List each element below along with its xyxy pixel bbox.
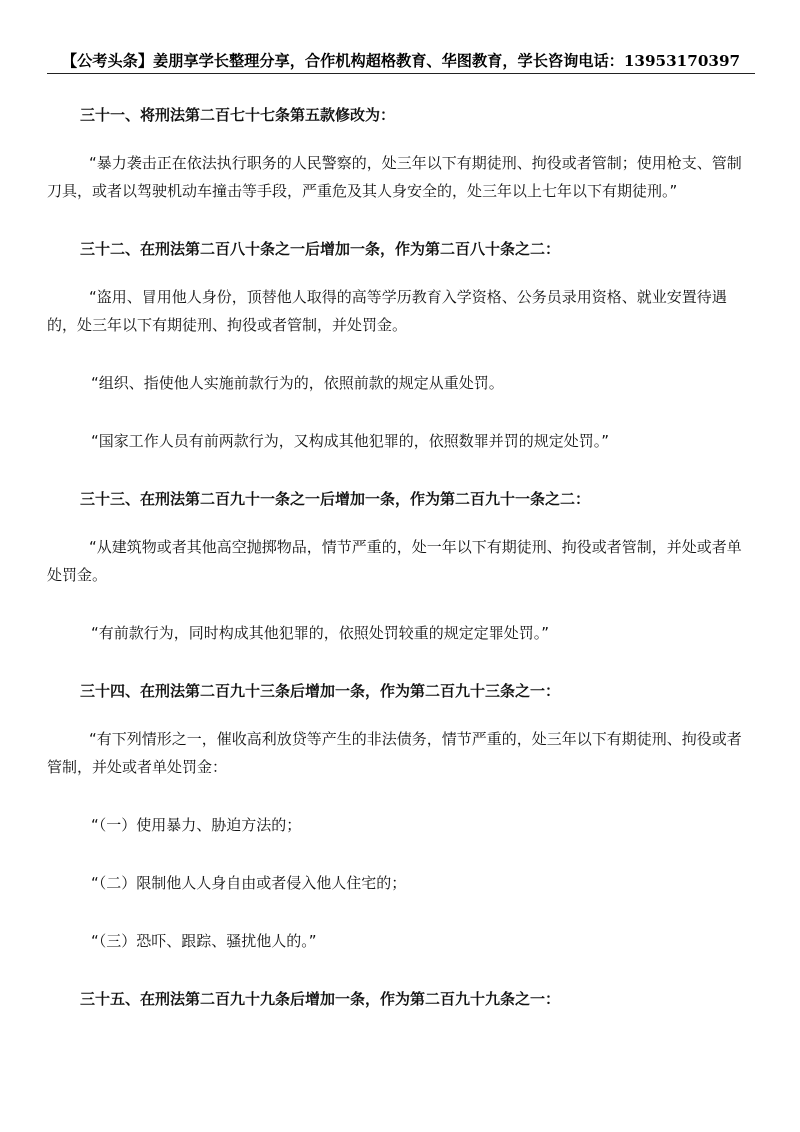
section: [47, 485, 750, 647]
page-header: [47, 43, 755, 74]
paragraph: “有下列情形之一，催收高利放贷等产生的非法债务，情节严重的，处三年以下有期徒刑、拘役或者管制，并处或者单处罚金：: [47, 730, 742, 776]
section: [80, 985, 750, 1013]
list-item: “（三）恐吓、跟踪、骚扰他人的。”: [91, 932, 317, 950]
paragraph: “国家工作人员有前两款行为，又构成其他犯罪的，依照数罪并罚的规定处罚。”: [91, 432, 610, 450]
paragraph: “组织、指使他人实施前款行为的，依照前款的规定从重处罚。: [91, 374, 504, 392]
section-heading: 三十三、在刑法第二百九十一条之一后增加一条，作为第二百九十一条之二：: [80, 490, 591, 508]
paragraph: “从建筑物或者其他高空抛掷物品，情节严重的，处一年以下有期徒刑、拘役或者管制，并处或者单处罚金。: [47, 538, 742, 584]
section-heading: 三十一、将刑法第二百七十七条第五款修改为：: [80, 106, 396, 124]
section-heading: 三十四、在刑法第二百九十三条后增加一条，作为第二百九十三条之一：: [80, 682, 561, 700]
list-item: “（一）使用暴力、胁迫方法的；: [91, 816, 302, 834]
section-heading: 三十五、在刑法第二百九十九条后增加一条，作为第二百九十九条之一：: [80, 990, 561, 1008]
section: [47, 677, 750, 955]
section: [47, 101, 750, 205]
section-heading: 三十二、在刑法第二百八十条之一后增加一条，作为第二百八十条之二：: [80, 240, 561, 258]
paragraph: “盗用、冒用他人身份，顶替他人取得的高等学历教育入学资格、公务员录用资格、就业安置待遇的，处三年以下有期徒刑、拘役或者管制，并处罚金。: [47, 288, 727, 334]
header-text: 【公考头条】姜朋享学长整理分享，合作机构超格教育、华图教育，学长咨询电话：13953170397: [61, 52, 741, 70]
paragraph: “暴力袭击正在依法执行职务的人民警察的，处三年以下有期徒刑、拘役或者管制；使用枪支、管制刀具，或者以驾驶机动车撞击等手段，严重危及其人身安全的，处三年以上七年以下有期徒刑。”: [47, 154, 742, 200]
section: [47, 235, 750, 455]
document-body: [47, 101, 750, 1013]
list-item: “（二）限制他人人身自由或者侵入他人住宅的；: [91, 874, 407, 892]
paragraph: “有前款行为，同时构成其他犯罪的，依照处罚较重的规定定罪处罚。”: [91, 624, 550, 642]
